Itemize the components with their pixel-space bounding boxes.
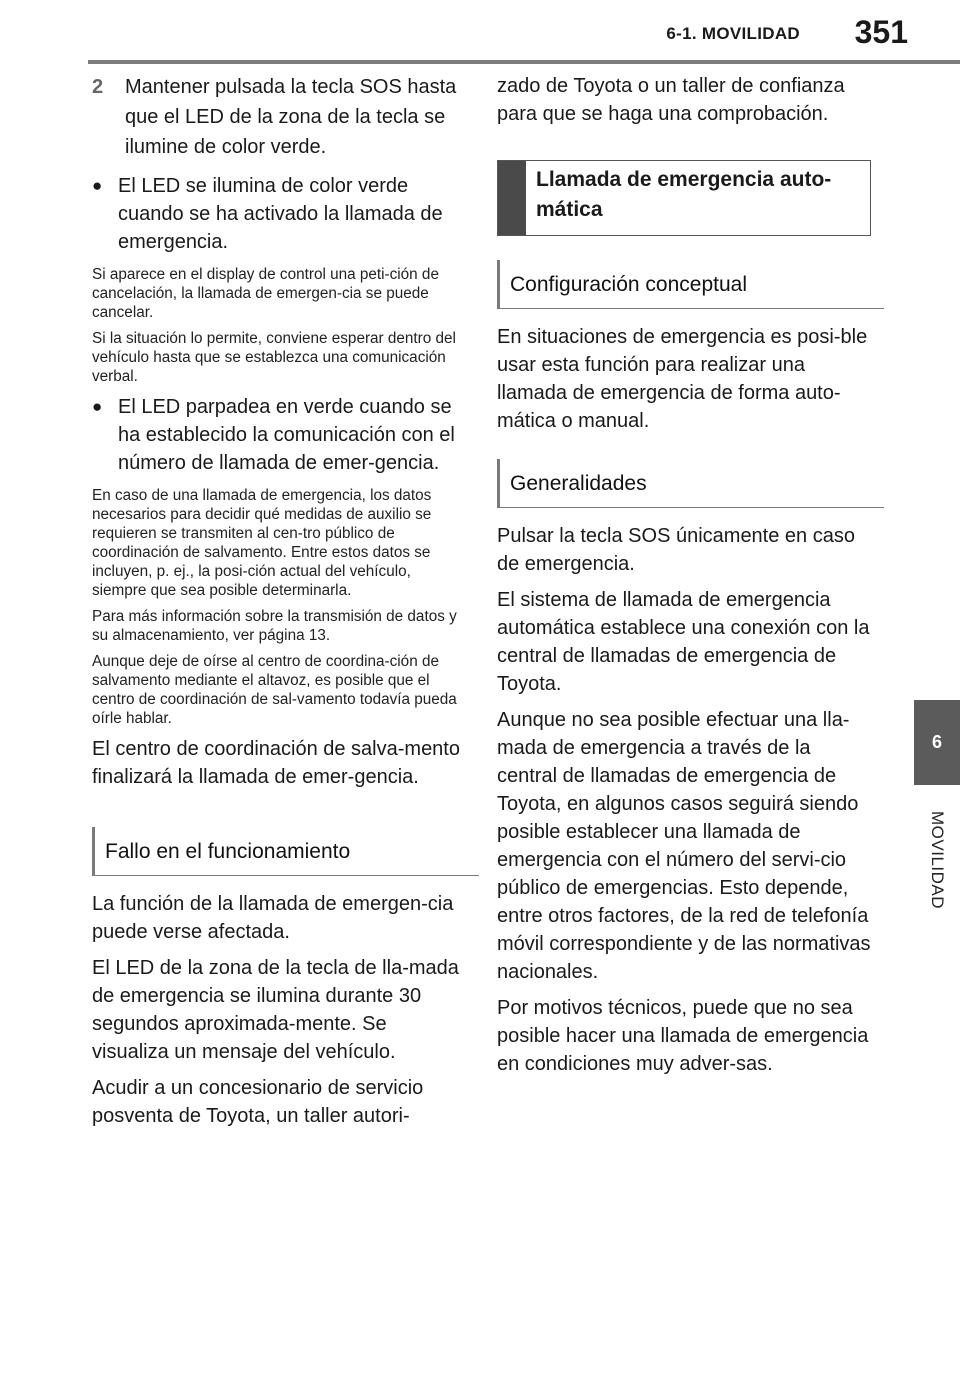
paragraph-technical: Por motivos técnicos, puede que no sea posible hacer una llamada de emergencia en condiciones muy adver-sas. — [497, 997, 869, 1075]
paragraph-concept: En situaciones de emergencia es posi-ble usar esta función para realizar una llamada de emergencia de forma auto-mática o manual. — [497, 326, 868, 432]
paragraph-public-service: Aunque no sea posible efectuar una lla-mada de emergencia a través de la central de llamadas de emergencia de Toyota, en algunos casos seguirá siendo posible establecer una llamada de emergencia con el número del servi-cio público de emergencias. Esto depende, entre otros factores, de la red de telefonía móvil correspondiente y de las normativas nacionales. — [497, 709, 871, 983]
right-column — [497, 72, 871, 1086]
header-rule — [88, 60, 960, 64]
note-more-info: Para más información sobre la transmisión de datos y su almacenamiento, ver página 13. — [92, 608, 457, 644]
bullet-icon: ● — [92, 397, 103, 416]
note-cancel: Si aparece en el display de control una peti-ción de cancelación, la llamada de emergen-cia se puede cancelar. — [92, 266, 439, 321]
section-title: 6-1. MOVILIDAD — [666, 24, 800, 43]
chapter-tab — [914, 700, 960, 785]
bullet-text: El LED se ilumina de color verde cuando se ha activado la llamada de emergencia. — [118, 175, 443, 253]
note-data-transmission: En caso de una llamada de emergencia, los datos necesarios para decidir qué medidas de auxilio se requieren se transmiten al cen-tro público de coordinación de salvamento. Entre estos datos se incluyen, p. ej., la posi-ción actual del vehículo, siempre que sea posible determinarla. — [92, 487, 432, 599]
paragraph-end-call: El centro de coordinación de salva-mento finalizará la llamada de emer-gencia. — [92, 738, 460, 788]
left-column — [92, 72, 466, 1138]
heading-bar — [498, 161, 526, 235]
heading-automatic-call — [497, 160, 871, 236]
subheading-malfunction: Fallo en el funcionamiento — [92, 827, 479, 876]
note-wait: Si la situación lo permite, conviene esperar dentro del vehículo hasta que se establezca una comunicación verbal. — [92, 330, 456, 385]
paragraph-dealer-cont: zado de Toyota o un taller de confianza para que se haga una comprobación. — [497, 75, 845, 125]
bullet-led-blinking — [92, 393, 466, 477]
heading-text: Llamada de emergencia auto-mática — [536, 168, 832, 221]
chapter-label-text: MOVILIDAD — [928, 810, 947, 910]
step-number: 2 — [92, 76, 104, 98]
paragraph-connection: El sistema de llamada de emergencia automática establece una conexión con la central de llamadas de emergencia de Toyota. — [497, 589, 870, 695]
chapter-number: 6 — [931, 732, 942, 752]
paragraph-dealer: Acudir a un concesionario de servicio posventa de Toyota, un taller autori- — [92, 1077, 424, 1127]
note-speaker: Aunque deje de oírse al centro de coordina-ción de salvamento mediante el altavoz, es posible que el centro de coordinación de sal-vamento todavía pueda oírle hablar. — [92, 653, 457, 727]
paragraph-press-sos: Pulsar la tecla SOS únicamente en caso de emergencia. — [497, 525, 855, 575]
paragraph-affected: La función de la llamada de emergen-cia puede verse afectada. — [92, 893, 454, 943]
page-number: 351 — [854, 14, 908, 50]
bullet-led-green — [92, 172, 466, 256]
subheading-general: Generalidades — [497, 459, 884, 508]
bullet-icon: ● — [92, 176, 103, 195]
step-2 — [92, 72, 466, 162]
bullet-text: El LED parpadea en verde cuando se ha establecido la comunicación con el número de llamada de emer-gencia. — [118, 396, 455, 474]
chapter-label — [914, 800, 960, 920]
paragraph-led-lit: El LED de la zona de la tecla de lla-mada de emergencia se ilumina durante 30 segundos aproximada-mente. Se visualiza un mensaje del vehículo. — [92, 957, 459, 1063]
subheading-concept: Configuración conceptual — [497, 260, 884, 309]
step-text: Mantener pulsada la tecla SOS hasta que el LED de la zona de la tecla se ilumine de color verde. — [125, 76, 457, 158]
